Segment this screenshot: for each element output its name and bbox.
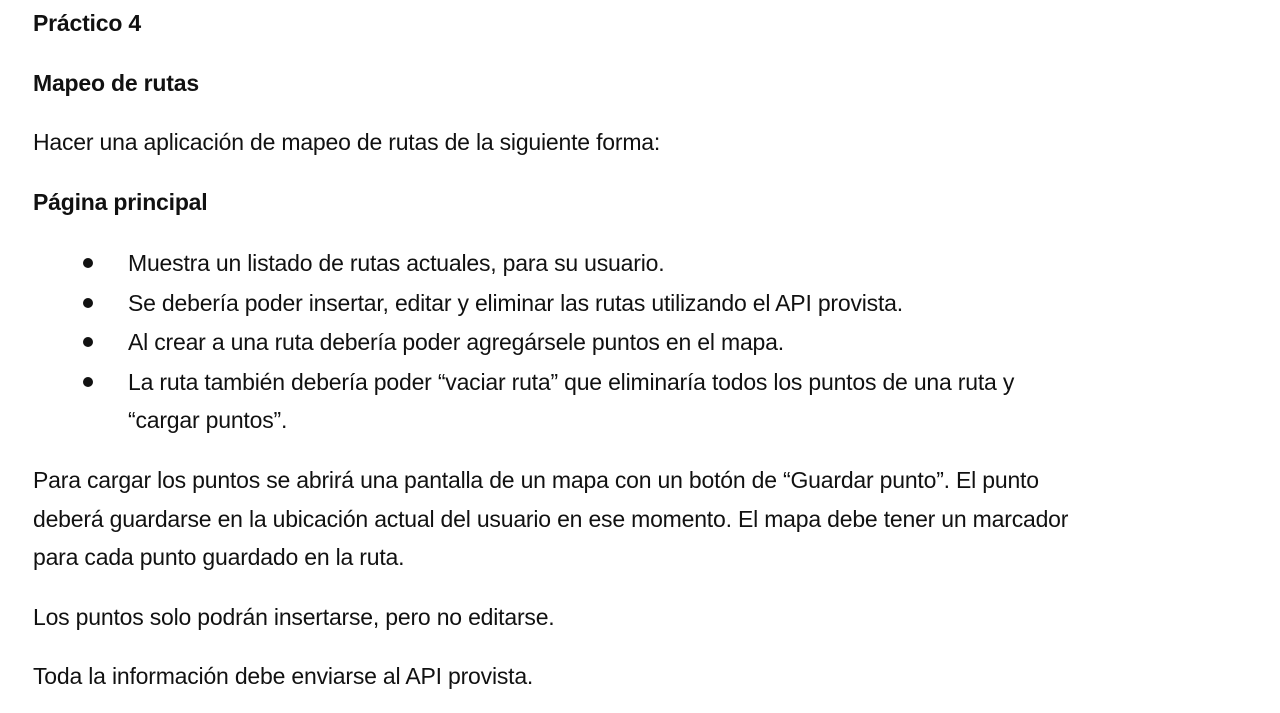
bullet-text: Al crear a una ruta debería poder agregársele puntos en el mapa. <box>128 329 784 355</box>
document-subtitle: Mapeo de rutas <box>33 70 199 96</box>
bullet-text: La ruta también debería poder “vaciar ruta” que eliminaría todos los puntos de una ruta y <box>128 369 1015 395</box>
note-points: Los puntos solo podrán insertarse, pero no editarse. <box>33 604 555 630</box>
section-heading: Página principal <box>33 189 208 215</box>
bullet-text-continuation: “cargar puntos”. <box>128 407 288 433</box>
bullet-text: Se debería poder insertar, editar y eliminar las rutas utilizando el API provista. <box>128 290 903 316</box>
bullet-dot-icon <box>83 298 93 308</box>
bullet-dot-icon <box>83 377 93 387</box>
paragraph-line: deberá guardarse en la ubicación actual del usuario en ese momento. El mapa debe tener un marcador <box>33 506 1069 532</box>
document-title: Práctico 4 <box>33 10 141 36</box>
intro-text: Hacer una aplicación de mapeo de rutas de la siguiente forma: <box>33 129 661 155</box>
note-api: Toda la información debe enviarse al API provista. <box>33 663 534 689</box>
bullet-text: Muestra un listado de rutas actuales, para su usuario. <box>128 250 665 276</box>
bullet-dot-icon <box>83 258 93 268</box>
paragraph-line: para cada punto guardado en la ruta. <box>33 544 405 570</box>
paragraph-line: Para cargar los puntos se abrirá una pantalla de un mapa con un botón de “Guardar punto”. El punto <box>33 467 1039 493</box>
bullet-dot-icon <box>83 337 93 347</box>
